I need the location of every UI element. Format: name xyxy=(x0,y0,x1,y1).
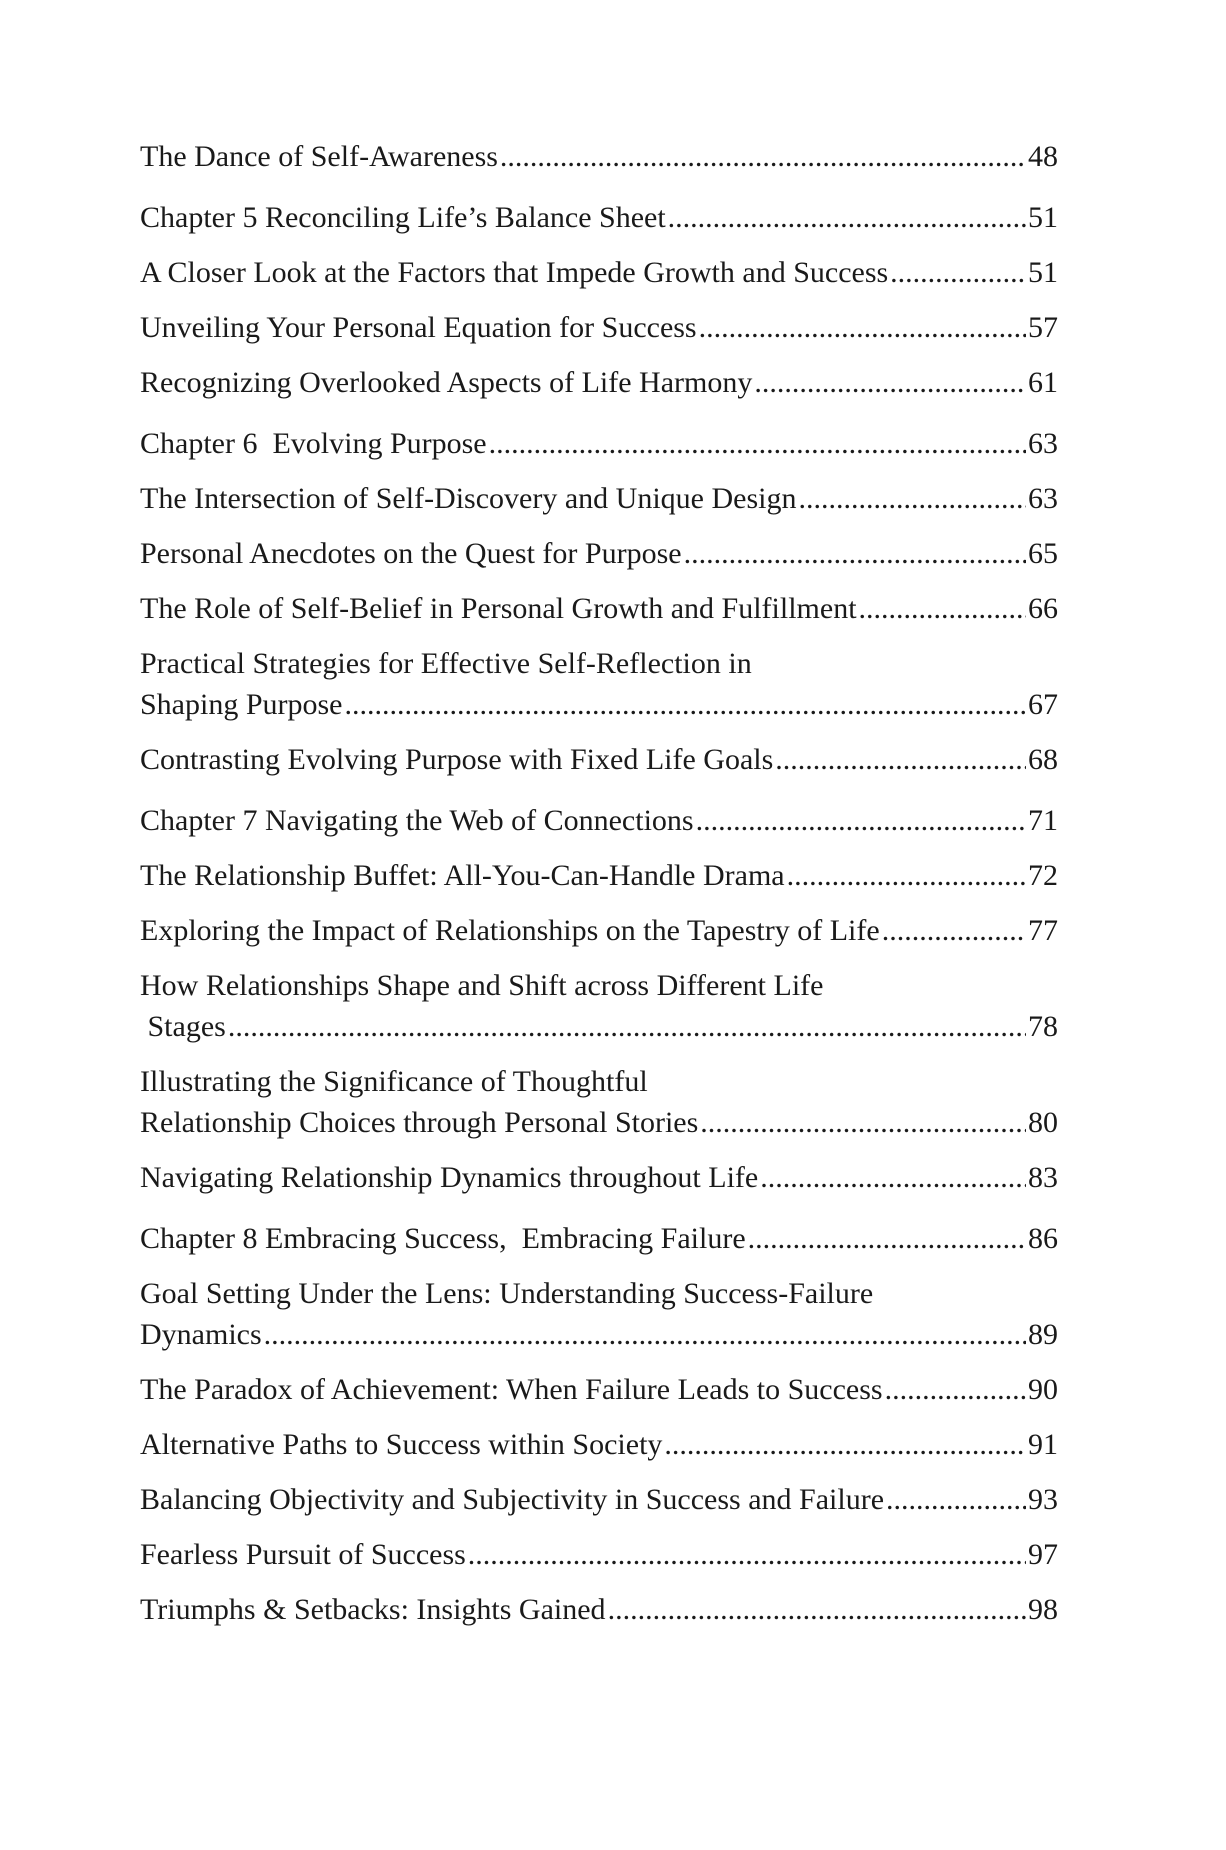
toc-leader-line xyxy=(140,136,1058,177)
toc-entry xyxy=(140,478,1058,519)
toc-page-number: 80 xyxy=(1028,1106,1058,1139)
toc-entry-title: Chapter 5 Reconciling Life’s Balance Sheet xyxy=(140,201,666,234)
toc-entry-title: Balancing Objectivity and Subjectivity in Success and Failure xyxy=(140,1483,885,1516)
toc-leader-line xyxy=(140,1218,1058,1259)
toc-entry-title: Chapter 8 Embracing Success, Embracing Failure xyxy=(140,1222,746,1255)
toc-dot-leader xyxy=(608,1589,1026,1630)
toc-entry-title: A Closer Look at the Factors that Impede Growth and Success xyxy=(140,256,889,289)
toc-entry-chapter-8 xyxy=(140,1218,1058,1259)
toc-entry-title: Relationship Choices through Personal Stories xyxy=(140,1106,699,1139)
toc-leader-line xyxy=(140,197,1058,238)
toc-page-number: 67 xyxy=(1028,688,1058,721)
toc-entry-title-line-1: Illustrating the Significance of Thoughtful xyxy=(140,1065,648,1098)
toc-page-number: 51 xyxy=(1028,201,1058,234)
toc-dot-leader xyxy=(668,197,1026,238)
table-of-contents xyxy=(140,136,1058,1644)
toc-entry xyxy=(140,1479,1058,1520)
toc-entry-title: The Relationship Buffet: All-You-Can-Handle Drama xyxy=(140,859,785,892)
toc-page-number: 51 xyxy=(1028,256,1058,289)
toc-entry xyxy=(140,136,1058,177)
toc-entry-title: The Dance of Self-Awareness xyxy=(140,140,498,173)
toc-leader-line xyxy=(140,1314,1058,1355)
toc-dot-leader xyxy=(345,684,1027,725)
toc-entry-chapter-5 xyxy=(140,197,1058,238)
toc-leader-line xyxy=(140,739,1058,780)
toc-dot-leader xyxy=(684,533,1026,574)
toc-entry-title-line-1: Goal Setting Under the Lens: Understanding Success-Failure xyxy=(140,1277,874,1310)
toc-page-number: 66 xyxy=(1028,592,1058,625)
toc-dot-leader xyxy=(664,1424,1026,1465)
toc-page-number: 91 xyxy=(1028,1428,1058,1461)
toc-dot-leader xyxy=(859,588,1026,629)
toc-page-number: 65 xyxy=(1028,537,1058,570)
toc-dot-leader xyxy=(885,1369,1026,1410)
toc-leader-line xyxy=(140,1102,1058,1143)
toc-entry xyxy=(140,533,1058,574)
toc-leader-line xyxy=(140,1424,1058,1465)
toc-entry-title: Navigating Relationship Dynamics throughout Life xyxy=(140,1161,759,1194)
toc-page-number: 68 xyxy=(1028,743,1058,776)
toc-entry xyxy=(140,1061,1058,1143)
toc-page-number: 48 xyxy=(1028,140,1058,173)
toc-dot-leader xyxy=(882,910,1026,951)
toc-page-number: 63 xyxy=(1028,427,1058,460)
toc-entry-title: The Paradox of Achievement: When Failure Leads to Success xyxy=(140,1373,883,1406)
toc-dot-leader xyxy=(787,855,1026,896)
toc-dot-leader xyxy=(500,136,1026,177)
toc-leader-line xyxy=(140,252,1058,293)
toc-leader-line xyxy=(140,800,1058,841)
toc-dot-leader xyxy=(468,1534,1026,1575)
toc-dot-leader xyxy=(748,1218,1026,1259)
toc-dot-leader xyxy=(264,1314,1026,1355)
toc-leader-line xyxy=(140,684,1058,725)
toc-page-number: 89 xyxy=(1028,1318,1058,1351)
toc-entry-title: Fearless Pursuit of Success xyxy=(140,1538,466,1571)
toc-entry-title: Unveiling Your Personal Equation for Success xyxy=(140,311,697,344)
toc-leader-line xyxy=(140,1369,1058,1410)
toc-entry-chapter-6 xyxy=(140,423,1058,464)
toc-leader-line xyxy=(140,362,1058,403)
toc-leader-line xyxy=(140,910,1058,951)
toc-entry-title: Triumphs & Setbacks: Insights Gained xyxy=(140,1593,606,1626)
toc-page-number: 78 xyxy=(1028,1010,1058,1043)
toc-dot-leader xyxy=(760,1157,1026,1198)
toc-leader-line xyxy=(140,423,1058,464)
toc-dot-leader xyxy=(775,739,1026,780)
toc-leader-line xyxy=(140,1157,1058,1198)
toc-dot-leader xyxy=(700,1102,1026,1143)
toc-entry-title: Personal Anecdotes on the Quest for Purpose xyxy=(140,537,682,570)
toc-leader-line xyxy=(140,1479,1058,1520)
toc-dot-leader xyxy=(890,252,1026,293)
toc-entry xyxy=(140,1157,1058,1198)
toc-entry xyxy=(140,1589,1058,1630)
toc-dot-leader xyxy=(798,478,1026,519)
toc-entry-title: The Role of Self-Belief in Personal Growth and Fulfillment xyxy=(140,592,857,625)
toc-page-number: 86 xyxy=(1028,1222,1058,1255)
toc-entry xyxy=(140,1424,1058,1465)
toc-entry xyxy=(140,588,1058,629)
toc-page-number: 97 xyxy=(1028,1538,1058,1571)
toc-page-number: 57 xyxy=(1028,311,1058,344)
toc-entry-title: Dynamics xyxy=(140,1318,262,1351)
toc-page-number: 61 xyxy=(1028,366,1058,399)
toc-entry-chapter-7 xyxy=(140,800,1058,841)
toc-dot-leader xyxy=(699,307,1026,348)
toc-page-number: 98 xyxy=(1028,1593,1058,1626)
toc-entry-title: Exploring the Impact of Relationships on the Tapestry of Life xyxy=(140,914,880,947)
toc-entry-title: The Intersection of Self-Discovery and Unique Design xyxy=(140,482,797,515)
toc-entry xyxy=(140,362,1058,403)
toc-entry-title: Chapter 6 Evolving Purpose xyxy=(140,427,487,460)
toc-dot-leader xyxy=(754,362,1026,403)
toc-entry-title-line-1: How Relationships Shape and Shift across Different Life xyxy=(140,969,824,1002)
toc-leader-line xyxy=(140,533,1058,574)
toc-leader-line xyxy=(140,1589,1058,1630)
toc-entry xyxy=(140,307,1058,348)
toc-leader-line xyxy=(140,1534,1058,1575)
toc-entry xyxy=(140,965,1058,1047)
toc-entry-title: Stages xyxy=(140,1010,226,1043)
toc-page-number: 77 xyxy=(1028,914,1058,947)
toc-entry xyxy=(140,855,1058,896)
toc-entry-title: Shaping Purpose xyxy=(140,688,343,721)
toc-entry-title: Recognizing Overlooked Aspects of Life Harmony xyxy=(140,366,753,399)
toc-leader-line xyxy=(140,588,1058,629)
toc-entry xyxy=(140,910,1058,951)
toc-leader-line xyxy=(140,307,1058,348)
toc-dot-leader xyxy=(696,800,1026,841)
toc-leader-line xyxy=(140,478,1058,519)
toc-entry-title: Contrasting Evolving Purpose with Fixed Life Goals xyxy=(140,743,774,776)
toc-entry xyxy=(140,1369,1058,1410)
toc-leader-line xyxy=(140,855,1058,896)
toc-leader-line xyxy=(140,1006,1058,1047)
toc-entry xyxy=(140,252,1058,293)
toc-entry xyxy=(140,739,1058,780)
toc-page-number: 83 xyxy=(1028,1161,1058,1194)
toc-entry xyxy=(140,1534,1058,1575)
toc-entry-title: Chapter 7 Navigating the Web of Connections xyxy=(140,804,694,837)
toc-page-number: 63 xyxy=(1028,482,1058,515)
toc-entry-title-line-1: Practical Strategies for Effective Self-Reflection in xyxy=(140,647,752,680)
toc-page-number: 71 xyxy=(1028,804,1058,837)
toc-dot-leader xyxy=(886,1479,1026,1520)
toc-dot-leader xyxy=(228,1006,1026,1047)
toc-dot-leader xyxy=(489,423,1026,464)
toc-entry xyxy=(140,643,1058,725)
toc-page-number: 72 xyxy=(1028,859,1058,892)
toc-entry-title: Alternative Paths to Success within Society xyxy=(140,1428,663,1461)
toc-page-number: 90 xyxy=(1028,1373,1058,1406)
toc-entry xyxy=(140,1273,1058,1355)
toc-page-number: 93 xyxy=(1028,1483,1058,1516)
